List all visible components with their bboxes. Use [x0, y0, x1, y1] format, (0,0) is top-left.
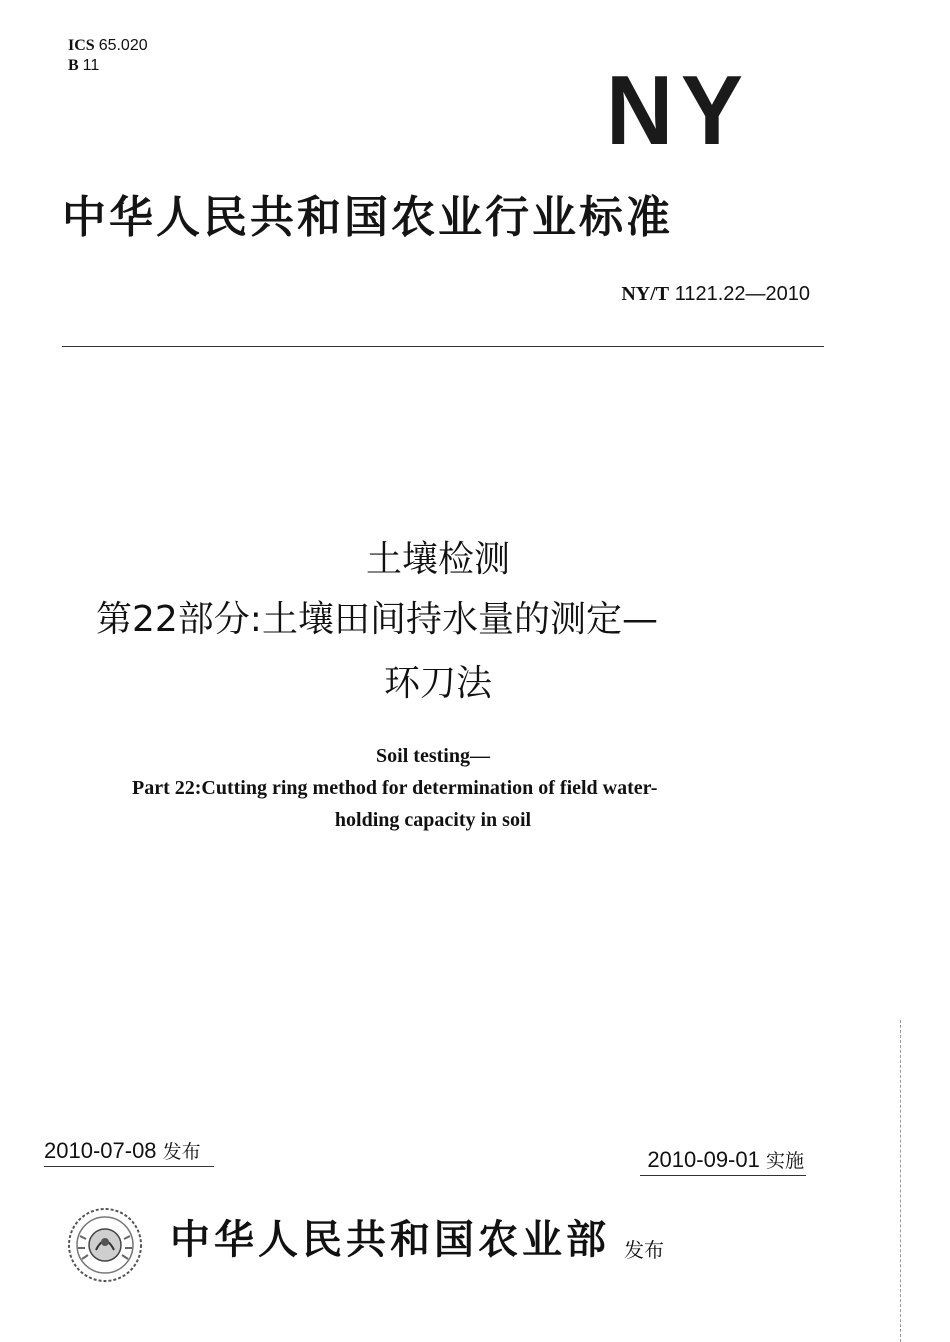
standard-number-value: 1121.22—2010: [674, 283, 810, 305]
en-title-line3: holding capacity in soil: [334, 809, 532, 831]
implementation-date-label: 实施: [765, 1150, 804, 1172]
standard-number: [621, 282, 810, 306]
ny-logo: NY: [606, 55, 751, 165]
class-label: B: [68, 57, 79, 74]
standard-number-prefix: NY/T: [621, 283, 670, 305]
ics-label: ICS: [68, 37, 95, 54]
scan-edge-line: [900, 1020, 901, 1342]
cn-title-line3: 环刀法: [383, 663, 492, 704]
ministry-seal-icon: [66, 1206, 144, 1284]
header-divider: [62, 346, 824, 347]
cn-title-line2: 第22部分:土壤田间持水量的测定—: [96, 599, 658, 640]
en-title-line1: Soil testing—: [376, 745, 490, 767]
standard-title: 中华人民共和国农业行业标准: [62, 192, 673, 243]
ics-number: 65.020: [98, 37, 148, 54]
ics-code: [68, 36, 148, 56]
implementation-date-underline: [640, 1175, 806, 1176]
classification-code: [68, 56, 99, 76]
implementation-date: [647, 1146, 804, 1175]
cn-title-line1: 土壤检测: [365, 539, 510, 580]
issuer-name: 中华人民共和国农业部: [170, 1216, 610, 1263]
issue-date-value: 2010-07-08: [44, 1138, 157, 1163]
issue-date: [44, 1137, 201, 1166]
issue-date-underline: [44, 1166, 214, 1167]
en-title-line2: Part 22:Cutting ring method for determination of field water-: [132, 777, 658, 799]
implementation-date-value: 2010-09-01: [647, 1147, 760, 1172]
issuer-suffix: 发布: [624, 1238, 664, 1262]
issue-date-label: 发布: [162, 1141, 201, 1163]
class-number: 11: [82, 57, 100, 74]
